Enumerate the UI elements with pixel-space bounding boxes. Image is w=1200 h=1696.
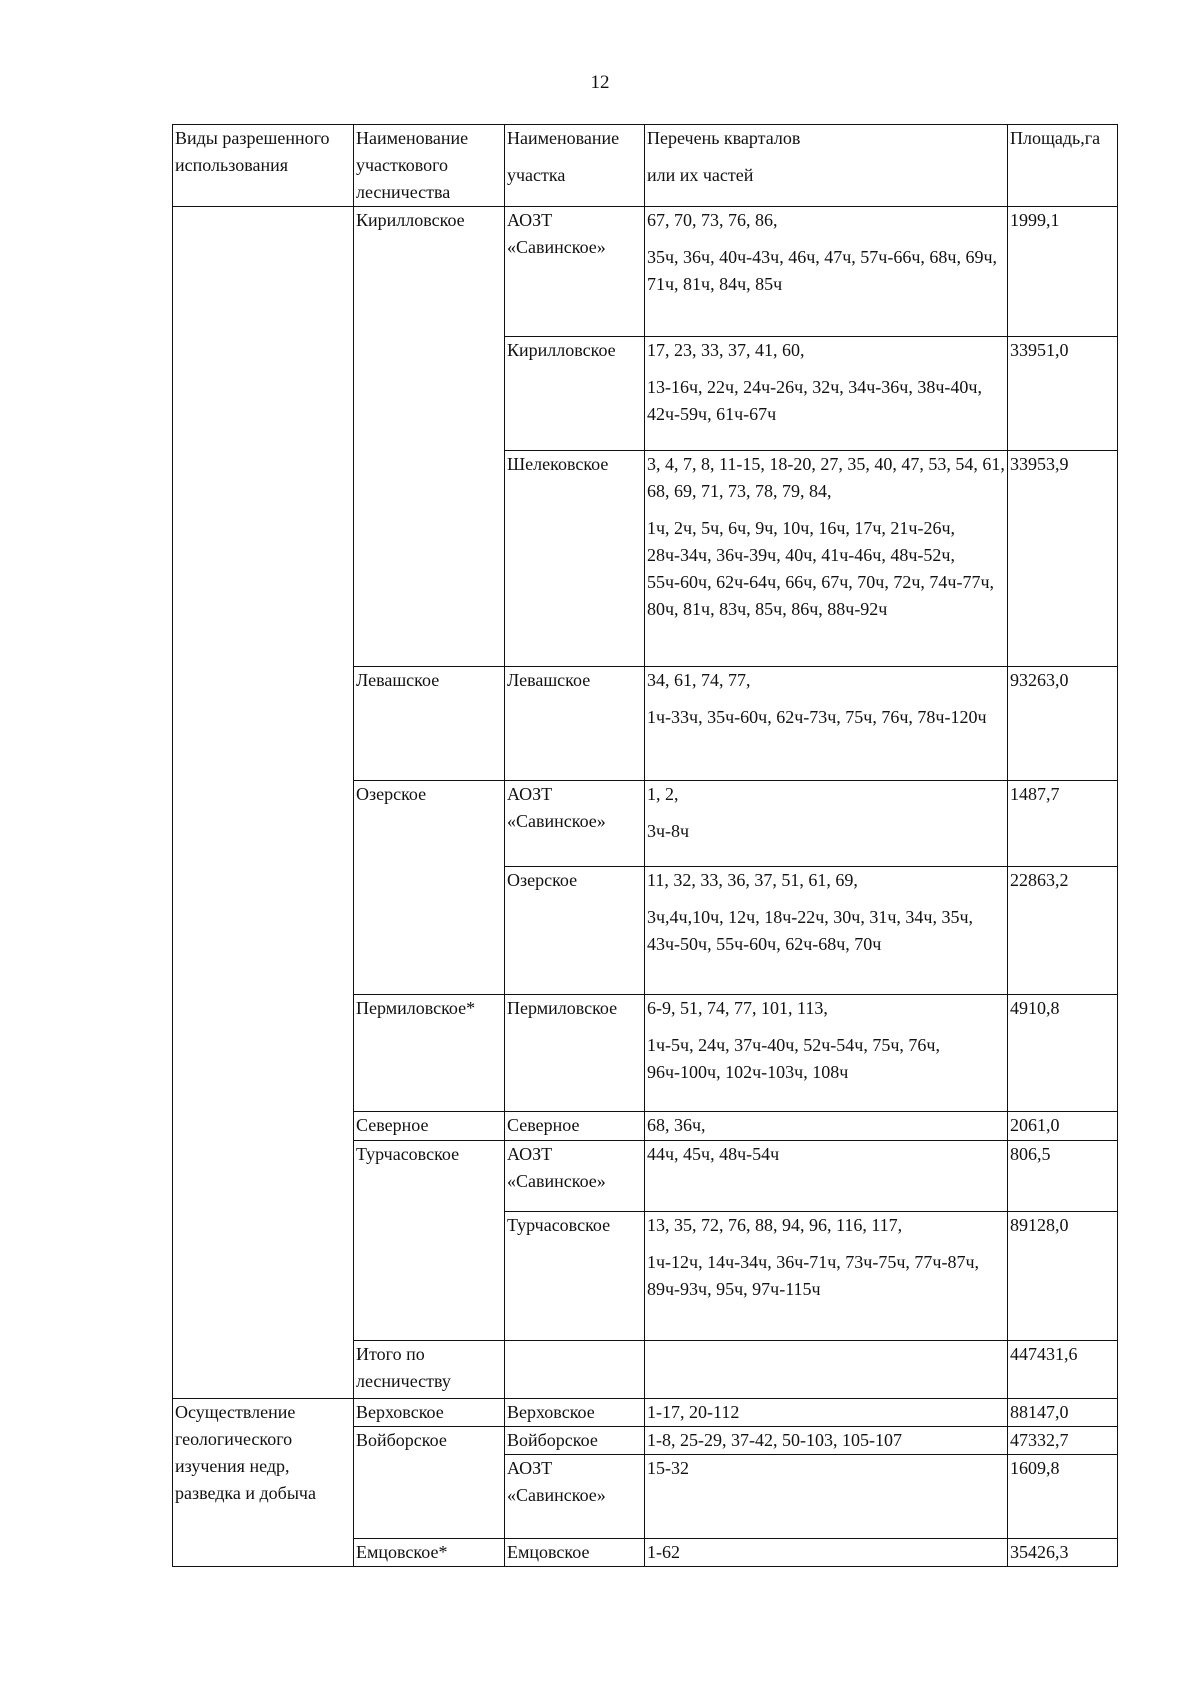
header-uchastok bbox=[505, 125, 645, 207]
uchastok-cell: АОЗТ «Савинское» bbox=[505, 781, 645, 867]
kvartaly-whole: 3, 4, 7, 8, 11-15, 18-20, 27, 35, 40, 47, 53, 54, 61, 68, 69, 71, 73, 78, 79, 84, bbox=[647, 454, 1005, 501]
forest-use-table bbox=[172, 124, 1118, 1567]
vid-cell-empty bbox=[173, 207, 354, 1399]
kvartaly-parts: 1ч-5ч, 24ч, 37ч-40ч, 52ч-54ч, 75ч, 76ч, 96ч-100ч, 102ч-103ч, 108ч bbox=[647, 1035, 940, 1082]
kvartaly-cell bbox=[645, 781, 1008, 867]
kvartaly-parts: 13-16ч, 22ч, 24ч-26ч, 32ч, 34ч-36ч, 38ч-40ч, 42ч-59ч, 61ч-67ч bbox=[647, 377, 982, 424]
kvartaly-cell-empty bbox=[645, 1341, 1008, 1399]
area-cell: 2061,0 bbox=[1008, 1112, 1118, 1141]
kvartaly-cell: 15-32 bbox=[645, 1455, 1008, 1539]
kvartaly-whole: 1, 2, bbox=[647, 784, 679, 804]
lesnichestvo-cell: Левашское bbox=[354, 667, 505, 781]
header-kvartaly-line1: Перечень кварталов bbox=[647, 128, 801, 148]
table-header-row bbox=[173, 125, 1118, 207]
kvartaly-cell bbox=[645, 451, 1008, 667]
uchastok-cell: Турчасовское bbox=[505, 1212, 645, 1341]
header-uchastok-line1: Наименование bbox=[507, 128, 620, 148]
header-area: Площадь,га bbox=[1008, 125, 1118, 207]
total-area: 447431,6 bbox=[1008, 1341, 1118, 1399]
area-cell: 89128,0 bbox=[1008, 1212, 1118, 1341]
kvartaly-parts: 1ч-33ч, 35ч-60ч, 62ч-73ч, 75ч, 76ч, 78ч-120ч bbox=[647, 707, 987, 727]
kvartaly-parts: 1ч-12ч, 14ч-34ч, 36ч-71ч, 73ч-75ч, 77ч-87ч, 89ч-93ч, 95ч, 97ч-115ч bbox=[647, 1252, 979, 1299]
total-label: Итого по лесничеству bbox=[354, 1341, 505, 1399]
lesnichestvo-cell: Емцовское* bbox=[354, 1539, 505, 1567]
kvartaly-whole: 13, 35, 72, 76, 88, 94, 96, 116, 117, bbox=[647, 1215, 903, 1235]
kvartaly-whole: 34, 61, 74, 77, bbox=[647, 670, 751, 690]
kvartaly-parts: 3ч,4ч,10ч, 12ч, 18ч-22ч, 30ч, 31ч, 34ч, 35ч, 43ч-50ч, 55ч-60ч, 62ч-68ч, 70ч bbox=[647, 907, 974, 954]
area-cell: 47332,7 bbox=[1008, 1427, 1118, 1455]
kvartaly-cell bbox=[645, 995, 1008, 1112]
kvartaly-cell bbox=[645, 1212, 1008, 1341]
area-cell: 88147,0 bbox=[1008, 1399, 1118, 1427]
uchastok-cell-empty bbox=[505, 1341, 645, 1399]
uchastok-cell: Озерское bbox=[505, 867, 645, 995]
table-row bbox=[173, 207, 1118, 337]
kvartaly-cell: 68, 36ч, bbox=[645, 1112, 1008, 1141]
area-cell: 806,5 bbox=[1008, 1141, 1118, 1212]
table-row bbox=[173, 1399, 1118, 1427]
lesnichestvo-cell: Озерское bbox=[354, 781, 505, 995]
uchastok-cell: Верховское bbox=[505, 1399, 645, 1427]
lesnichestvo-cell: Верховское bbox=[354, 1399, 505, 1427]
area-cell: 33953,9 bbox=[1008, 451, 1118, 667]
uchastok-cell: АОЗТ «Савинское» bbox=[505, 1141, 645, 1212]
area-cell: 33951,0 bbox=[1008, 337, 1118, 451]
vid-cell: Осуществление геологического изучения недр, разведка и добыча bbox=[173, 1399, 354, 1567]
area-cell: 1487,7 bbox=[1008, 781, 1118, 867]
uchastok-cell: Шелековское bbox=[505, 451, 645, 667]
uchastok-cell: Войборское bbox=[505, 1427, 645, 1455]
kvartaly-cell bbox=[645, 207, 1008, 337]
lesnichestvo-cell: Пермиловское* bbox=[354, 995, 505, 1112]
header-uchastok-line2: участка bbox=[507, 165, 566, 185]
uchastok-cell: АОЗТ «Савинское» bbox=[505, 1455, 645, 1539]
area-cell: 93263,0 bbox=[1008, 667, 1118, 781]
kvartaly-parts: 3ч-8ч bbox=[647, 821, 690, 841]
uchastok-cell: Северное bbox=[505, 1112, 645, 1141]
kvartaly-cell bbox=[645, 667, 1008, 781]
uchastok-cell: АОЗТ «Савинское» bbox=[505, 207, 645, 337]
kvartaly-cell: 1-17, 20-112 bbox=[645, 1399, 1008, 1427]
uchastok-cell: Кирилловское bbox=[505, 337, 645, 451]
kvartaly-cell bbox=[645, 337, 1008, 451]
area-cell: 1999,1 bbox=[1008, 207, 1118, 337]
kvartaly-parts: 35ч, 36ч, 40ч-43ч, 46ч, 47ч, 57ч-66ч, 68ч, 69ч, 71ч, 81ч, 84ч, 85ч bbox=[647, 247, 998, 294]
uchastok-cell: Пермиловское bbox=[505, 995, 645, 1112]
uchastok-cell: Емцовское bbox=[505, 1539, 645, 1567]
kvartaly-parts: 1ч, 2ч, 5ч, 6ч, 9ч, 10ч, 16ч, 17ч, 21ч-26ч, 28ч-34ч, 36ч-39ч, 40ч, 41ч-46ч, 48ч-52ч, 55ч-60ч, 62ч-64ч, 66ч, 67ч, 70ч, 72ч, 74ч-77ч, 80ч, 81ч, 83ч, 85ч, 86ч, 88ч-92ч bbox=[647, 518, 995, 619]
kvartaly-whole: 17, 23, 33, 37, 41, 60, bbox=[647, 340, 805, 360]
lesnichestvo-cell: Турчасовское bbox=[354, 1141, 505, 1341]
page-number: 12 bbox=[590, 72, 610, 93]
lesnichestvo-cell: Кирилловское bbox=[354, 207, 505, 667]
area-cell: 1609,8 bbox=[1008, 1455, 1118, 1539]
kvartaly-whole: 6-9, 51, 74, 77, 101, 113, bbox=[647, 998, 828, 1018]
uchastok-cell: Левашское bbox=[505, 667, 645, 781]
lesnichestvo-cell: Северное bbox=[354, 1112, 505, 1141]
kvartaly-whole: 11, 32, 33, 36, 37, 51, 61, 69, bbox=[647, 870, 858, 890]
area-cell: 4910,8 bbox=[1008, 995, 1118, 1112]
kvartaly-cell: 44ч, 45ч, 48ч-54ч bbox=[645, 1141, 1008, 1212]
kvartaly-whole: 67, 70, 73, 76, 86, bbox=[647, 210, 778, 230]
lesnichestvo-cell: Войборское bbox=[354, 1427, 505, 1539]
area-cell: 22863,2 bbox=[1008, 867, 1118, 995]
header-lesnichestvo: Наименование участкового лесничества bbox=[354, 125, 505, 207]
kvartaly-cell bbox=[645, 867, 1008, 995]
kvartaly-cell: 1-62 bbox=[645, 1539, 1008, 1567]
header-vid: Виды разрешенного использования bbox=[173, 125, 354, 207]
header-kvartaly bbox=[645, 125, 1008, 207]
kvartaly-cell: 1-8, 25-29, 37-42, 50-103, 105-107 bbox=[645, 1427, 1008, 1455]
area-cell: 35426,3 bbox=[1008, 1539, 1118, 1567]
header-kvartaly-line2: или их частей bbox=[647, 165, 754, 185]
